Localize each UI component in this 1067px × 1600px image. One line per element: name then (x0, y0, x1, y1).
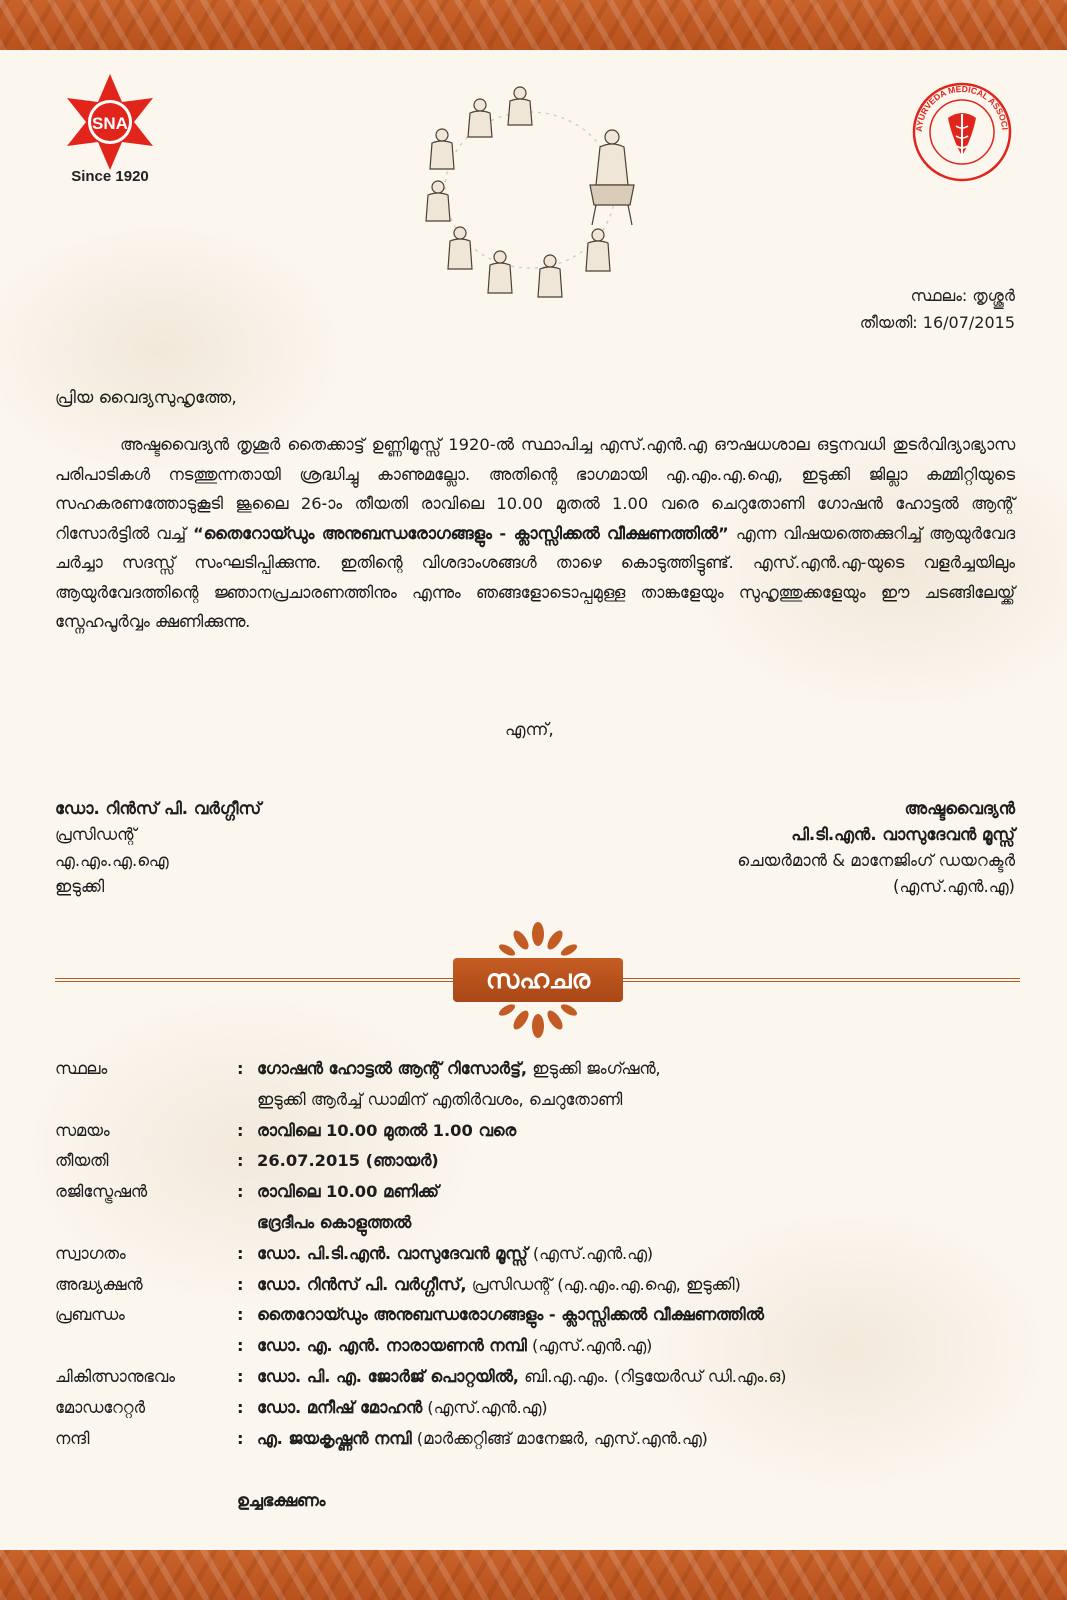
place-label: സ്ഥലം: (910, 286, 968, 305)
date-line (860, 313, 1015, 333)
detail-value-bold: ഡോ. എ. എൻ. നാരായണൻ നമ്പി (257, 1336, 527, 1356)
detail-row (55, 1393, 1015, 1424)
date-value: 16/07/2015 (922, 313, 1015, 332)
detail-value-bold: രാവിലെ 10.00 മുതൽ 1.00 വരെ (257, 1120, 517, 1140)
detail-value: ഇടുക്കി ജംഗ്ഷൻ, (527, 1059, 661, 1078)
detail-value-bold: ഭദ്രദീപം കൊളുത്തൽ (257, 1212, 411, 1232)
letter-topic: “തൈറോയ്ഡും അനുബന്ധരോഗങ്ങളും - ക്ലാസ്സിക്കൽ വീക്ഷണത്തിൽ” (192, 523, 729, 543)
detail-colon: : (237, 1366, 244, 1386)
bottom-border-band (0, 1550, 1067, 1600)
sahachara-divider (55, 920, 1020, 1040)
place-line (911, 286, 1015, 306)
detail-value: (എസ്.എൻ.എ) (422, 1397, 548, 1417)
detail-colon: : (237, 1305, 244, 1325)
programme-details (55, 1054, 1015, 1454)
signatory-left (55, 796, 261, 900)
seated-figures-illustration-icon (420, 75, 650, 305)
detail-colon: : (237, 1243, 244, 1263)
closing: എന്ന്, (505, 720, 554, 740)
detail-value-bold: ഡോ. മനീഷ് മോഹൻ (257, 1397, 423, 1417)
detail-row (55, 1085, 1015, 1116)
gathering-sketch (420, 75, 650, 305)
detail-label: സ്ഥലം (55, 1059, 108, 1078)
detail-colon: : (237, 1182, 244, 1202)
letter-body-part-1: അഷ്ടവൈദ്യൻ തൃശൂർ തൈക്കാട്ട് ഉണ്ണിമൂസ്സ് 1920-ൽ സ്ഥാപിച്ച എസ്.എൻ.എ ഔഷധശാല ഒട്ടനവധി തുടർവിദ്യാഭ്യാസ പരിപാടികൾ നടത്തുന്നതായി ശ്രദ്ധിച്ചു കാണുമല്ലോ. അതിന്റെ ഭാഗമായി എ.എം.എ.ഐ, ഇടുക്കി ജില്ലാ കമ്മിറ്റിയുടെ സഹകരണത്തോടുകൂടി ജൂലൈ 26-ാം തീയതി രാവിലെ 10.00 മുതൽ 1.00 വരെ ചെറുതോണി ഗോഷൻ ഹോട്ടൽ ആന്റ് റിസോർട്ടിൽ വച്ച് (55, 435, 1015, 543)
detail-label (55, 1331, 237, 1362)
detail-value-bold: 26.07.2015 (ഞായർ) (257, 1151, 439, 1171)
detail-value-bold: ഡോ. പി.ടി.എൻ. വാസുദേവൻ മൂസ്സ് (257, 1243, 528, 1263)
detail-value-bold: ഗോഷൻ ഹോട്ടൽ ആന്റ് റിസോർട്ട്, (257, 1059, 528, 1078)
signatory-left-line2: എ.എം.എ.ഐ (55, 851, 169, 870)
detail-colon: : (237, 1059, 244, 1078)
detail-value-bold: തൈറോയ്ഡും അനുബന്ധരോഗങ്ങളും - ക്ലാസ്സിക്കൽ വീക്ഷണത്തിൽ (257, 1305, 764, 1325)
detail-row (55, 1300, 1015, 1331)
detail-row (55, 1362, 1015, 1393)
place-value: തൃശ്ശൂർ (972, 286, 1015, 305)
detail-label: സമയം (55, 1120, 110, 1140)
signatory-right-name: പി.ടി.എൻ. വാസുദേവൻ മൂസ്സ് (791, 825, 1015, 844)
detail-label: പ്രബന്ധം (55, 1305, 125, 1325)
detail-label (55, 1208, 237, 1239)
signatory-right-title: അഷ്ടവൈദ്യൻ (904, 799, 1015, 818)
detail-label: സ്വാഗതം (55, 1243, 126, 1263)
detail-colon: : (237, 1120, 244, 1140)
detail-value-bold: രാവിലെ 10.00 മണിക്ക് (257, 1182, 439, 1202)
signatory-right (737, 796, 1015, 900)
detail-colon: : (237, 1336, 244, 1356)
detail-value-bold: ഡോ. റിൻസ് പി. വർഗ്ഗീസ്, (257, 1274, 467, 1294)
detail-value: ബി.എ.എം. (റിട്ടയേർഡ് ഡി.എം.ഒ) (518, 1366, 787, 1386)
detail-row (55, 1270, 1015, 1301)
detail-colon: : (237, 1274, 244, 1294)
detail-label: രജിസ്ട്രേഷൻ (55, 1182, 147, 1202)
detail-value: (എസ്.എൻ.എ) (527, 1243, 654, 1263)
detail-row (55, 1116, 1015, 1147)
salutation: പ്രിയ വൈദ്യസുഹൃത്തേ, (55, 388, 237, 408)
detail-row (55, 1146, 1015, 1177)
sna-logo (55, 72, 165, 192)
detail-value-bold: ഡോ. പി. എ. ജോർജ് പൊറ്റയിൽ, (257, 1366, 519, 1386)
signatory-right-line2: (എസ്.എൻ.എ) (893, 877, 1015, 896)
date-label: തീയതി: (859, 313, 918, 332)
sna-star-icon (60, 72, 160, 172)
ama-seal-icon (908, 78, 1016, 186)
detail-value: (മാർക്കറ്റിങ്ങ് മാനേജർ, എസ്.എൻ.എ) (411, 1428, 708, 1448)
detail-colon: : (237, 1151, 244, 1171)
svg-text:SNA: SNA (92, 114, 128, 133)
detail-value-bold: എ. ജയകൃഷ്ണൻ നമ്പി (257, 1428, 412, 1448)
signatory-left-name: ഡോ. റിൻസ് പി. വർഗ്ഗീസ് (55, 799, 262, 818)
detail-row (55, 1424, 1015, 1455)
since-label: Since 1920 (71, 168, 149, 185)
detail-colon: : (237, 1428, 244, 1448)
sahachara-badge: സഹചര (453, 958, 623, 1002)
detail-value: പ്രസിഡന്റ് (എ.എം.എ.ഐ, ഇടുക്കി) (466, 1274, 741, 1294)
signatory-left-line1: പ്രസിഡന്റ് (55, 825, 137, 844)
detail-row (55, 1177, 1015, 1208)
signatory-left-line3: ഇടുക്കി (55, 877, 105, 896)
detail-label (55, 1085, 237, 1116)
svg-text:AYURVEDA MEDICAL ASSOCIATION O: AYURVEDA MEDICAL ASSOCI (913, 83, 1010, 133)
detail-label: തീയതി (55, 1151, 109, 1171)
signatory-right-line1: ചെയർമാൻ & മാനേജിംഗ് ഡയറക്ടർ (737, 851, 1015, 870)
ama-logo (908, 78, 1016, 186)
detail-value: ഇടുക്കി ആർച്ച് ഡാമിന് എതിർവശം, ചെറുതോണി (257, 1089, 623, 1109)
detail-label: നന്ദി (55, 1428, 90, 1448)
detail-colon: : (237, 1397, 244, 1417)
detail-value: (എസ്.എൻ.എ) (526, 1336, 653, 1356)
detail-label: അദ്ധ്യക്ഷൻ (55, 1274, 143, 1294)
letter-body-part-2: എന്ന വിഷയത്തെക്കുറിച്ച് ആയുർവേദ ചർച്ചാ സദസ്സ് സംഘടിപ്പിക്കുന്നു. ഇതിന്റെ വിശദാംശങ്ങൾ താഴെ കൊടുത്തിട്ടുണ്ട്. എസ്.എൻ.എ-യുടെ വളർച്ചയിലും ആയുർവേദത്തിന്റെ ജ്ഞാനപ്രചാരണത്തിനും എന്നും ഞങ്ങളോടൊപ്പമുള്ള താങ്കളേയും സുഹൃത്തുക്കളേയും ഈ ചടങ്ങിലേയ്ക്ക് സ്നേഹപൂർവ്വം ക്ഷണിക്കുന്നു. (55, 523, 1016, 631)
detail-label: ചികിത്സാനുഭവം (55, 1366, 175, 1386)
top-border-band (0, 0, 1067, 50)
detail-label: മോഡറേറ്റർ (55, 1397, 145, 1417)
detail-row (55, 1239, 1015, 1270)
lunch-note: ഉച്ചഭക്ഷണം (237, 1491, 326, 1510)
detail-row (55, 1208, 1015, 1239)
detail-row (55, 1054, 1015, 1085)
detail-row (55, 1331, 1015, 1362)
letter-body (55, 430, 1015, 637)
